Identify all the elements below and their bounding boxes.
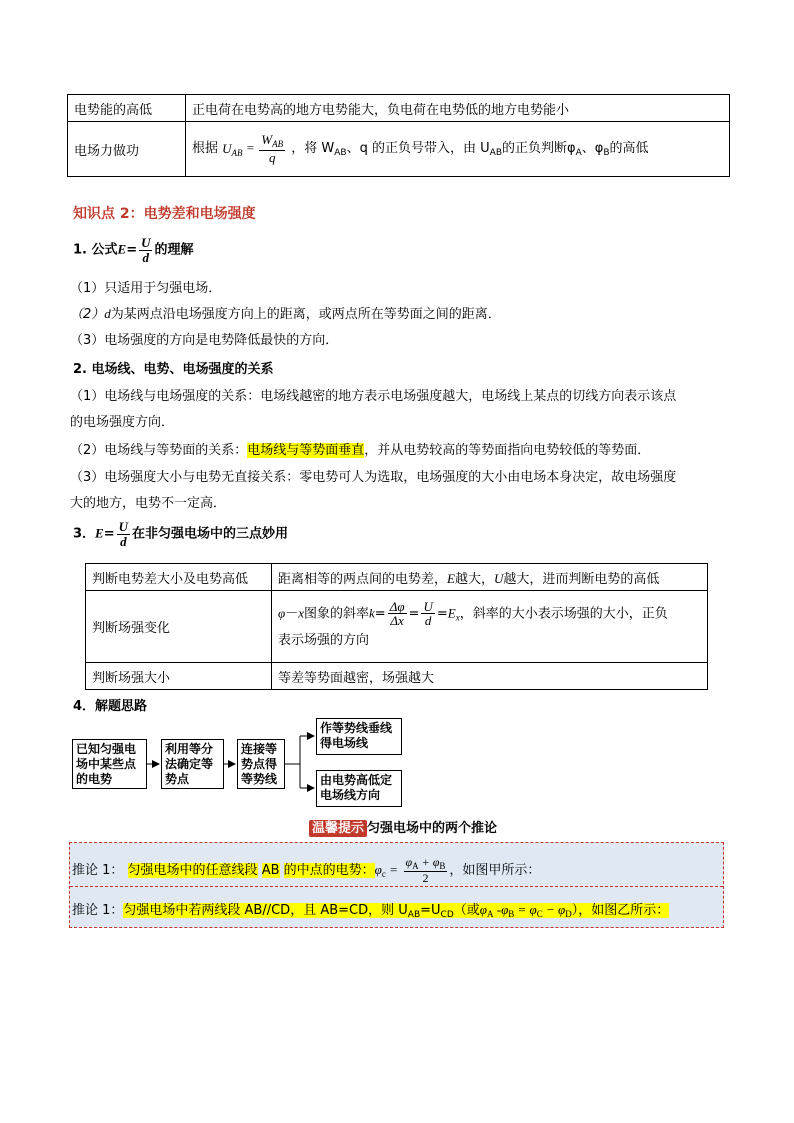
tip-heading [309,817,497,836]
s1-item-3: （3）电场强度的方向是电势降低最快的方向． [70,333,339,348]
table-cell-label: 判断场强大小 [86,663,272,690]
table-cell-content: 正电荷在电势高的地方电势能大，负电荷在电势低的地方电势能小 [186,95,730,122]
flow-box-4: 作等势线垂线得电场线 [316,718,402,755]
table-cell-content: φ－x图象的斜率k= $\frac{\Delta\varphi}{\Delta x}$ = $\frac{U}{d}$ $=E_x$，斜率的大小表示场强的大小，正负 表示场强的方向 [272,591,708,663]
table-cell-label: 判断场强变化 [86,591,272,663]
s1-item-1: （1）只适用于匀强电场． [70,281,222,296]
flow-box-2: 利用等分法确定等势点 [161,739,224,789]
inference-1: 推论 1： 匀强电场中的任意线段 AB 的中点的电势：$\varphi_c$ = $\frac{\varphi_A + \varphi_B}{2}$ ，如图甲所示： [72,855,541,886]
flow-box-5: 由电势高低定电场线方向 [316,770,402,807]
heading-4: 4．解题思路 [73,699,148,714]
formula-fraction: $\frac{W_{AB}}{q}$ [261,132,284,165]
s2-p3-line1: （3）电场强度大小与电势无直接关系：零电势可人为选取，电场强度的大小由电场本身决定，故电场强度 [70,470,677,485]
text-sep: 、φ [581,141,604,157]
sub-ab: AB [334,148,347,159]
heading-1: 1. 公式E= $\frac{U}{d}$ 的理解 [73,235,194,265]
table-cell-content: 距离相等的两点间的电势差，E越大，U越大，进而判断电势的高低 [272,564,708,591]
s2-p1-line1: （1）电场线与电场强度的关系：电场线越密的地方表示电场强度越大，电场线上某点的切线方向表示该点 [70,389,677,404]
table-cell-content: 根据 $U_{AB}$ = $\frac{W_{AB}}{q}$ ，将 $W_{AB}$、q 的正负号带入，由 $U_{AB}$的正负判断$\varphi_A$、$\varphi_B$的高低 [186,122,730,177]
table-cell-content: 等差等势面越密，场强越大 [272,663,708,690]
text-mid3: 的正负判断φ [502,141,576,157]
highlight-perpendicular: 电场线与等势面垂直 [247,443,365,458]
section-title: 知识点 2：电势差和电场强度 [73,206,256,222]
text-end: 的高低 [609,141,649,157]
s2-p3-line2: 大的地方，电势不一定高． [70,496,227,511]
s2-p1-line2: 的电场强度方向． [70,415,175,430]
text-mid2: 、q 的正负号带入，由 U [346,141,490,157]
flow-box-1: 已知匀强电场中某些点的电势 [72,739,147,789]
s2-p2: （2）电场线与等势面的关系：电场线与等势面垂直，并从电势较高的等势面指向电势较低的等势面． [70,443,651,458]
formula-u: $U_{AB}$ [222,140,243,158]
table-cell-label: 电场力做功 [68,122,186,177]
inference-separator [70,886,723,887]
sub-b: B [603,148,610,159]
sub-a: A [575,148,582,159]
tip-badge: 温馨提示 [309,820,367,837]
sub-ab-2: AB [489,148,502,159]
text-prefix: 根据 [192,141,219,157]
inference-2: 推论 1：匀强电场中若两线段 AB//CD，且 AB=CD，则 $U_{AB}=U_{CD}$（或$\varphi_A$ $-\varphi_B = \varphi_C - \varphi_D$），如图乙所示： [72,902,670,920]
heading-3: 3．E= $\frac{U}{d}$ 在非匀强电场中的三点妙用 [73,519,289,549]
flow-box-3: 连接等势点得等势线 [237,739,285,789]
heading-2: 2. 电场线、电势、电场强度的关系 [73,362,274,377]
table-cell-label: 电势能的高低 [68,95,186,122]
text-mid: ，将 W [291,141,335,157]
s1-item-2: （2）d为某两点沿电场强度方向上的距离，或两点所在等势面之间的距离． [70,306,501,322]
tip-title: 匀强电场中的两个推论 [367,821,498,836]
table-cell-label: 判断电势差大小及电势高低 [86,564,272,591]
